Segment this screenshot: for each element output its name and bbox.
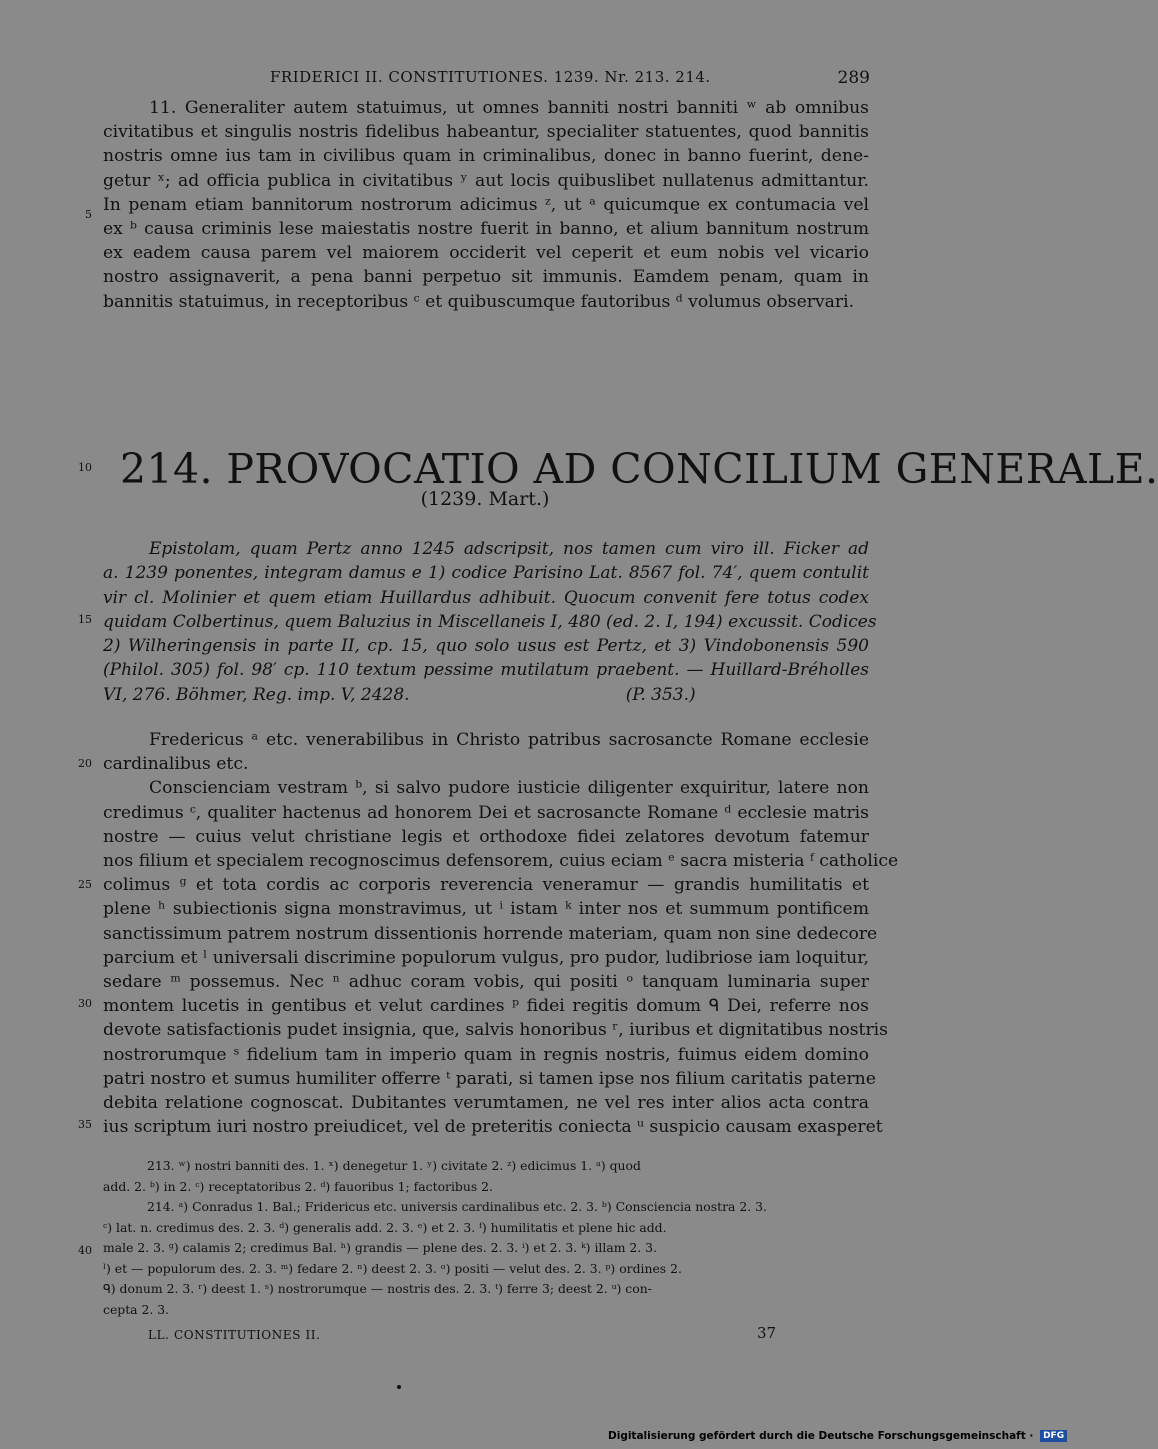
line-number: 10 [78, 461, 92, 474]
text-line: Fredericus ᵃ etc. venerabilibus in Christo patribus sacrosancte Romane ecclesie [149, 730, 869, 750]
text-line: ex eadem causa parem vel maiorem occiderit vel ceperit et eum nobis vel vicario [103, 243, 869, 264]
intro-line: VI, 276. Böhmer, Reg. imp. V, 2428. (P. 353.) [103, 684, 696, 705]
line-number: 25 [78, 878, 92, 891]
text-line: debita relatione cognoscat. Dubitantes verumtamen, ne vel res inter alios acta contra [103, 1093, 869, 1114]
footnote-line: ˡ) et — populorum des. 2. 3. ᵐ) fedare 2. ⁿ) deest 2. 3. ᵒ) positi — velut des. 2. 3. ᵖ) ordines 2. [103, 1260, 682, 1276]
line-number: 20 [78, 757, 92, 770]
section-date: (1239. Mart.) [420, 488, 550, 510]
footnote-line: cepta 2. 3. [103, 1301, 170, 1317]
text-line: nostro assignaverit, a pena banni perpetuo sit immunis. Eamdem penam, quam in [103, 267, 869, 288]
text-line: patri nostro et sumus humiliter offerre ᵗ parati, si tamen ipse nos filium caritatis paterne [103, 1068, 876, 1089]
dfg-logo-icon: DFG [1040, 1430, 1067, 1442]
editorial-intro [103, 537, 877, 707]
sheet-signature: 37 [757, 1324, 777, 1342]
footnotes [103, 1156, 869, 1320]
series-signature: LL. CONSTITUTIONES II. [148, 1328, 321, 1342]
section-214-text [103, 728, 899, 1139]
section-title: 214. PROVOCATIO AD CONCILIUM GENERALE. [120, 445, 1158, 493]
intro-line: 2) Wilheringensis in parte II, cp. 15, quo solo usus est Pertz, et 3) Vindobonensis 590 [103, 636, 869, 657]
section-213-text [103, 96, 869, 314]
text-line: cardinalibus etc. [103, 754, 249, 775]
line-number: 40 [78, 1244, 92, 1257]
funding-banner[interactable] [608, 1430, 1067, 1442]
intro-line: vir cl. Molinier et quem etiam Huillardus adhibuit. Quocum convenit fere totus codex [103, 587, 869, 608]
footnote-line: ᑫ) donum 2. 3. ʳ) deest 1. ˢ) nostrorumque — nostris des. 2. 3. ᵗ) ferre 3; deest 2. ᵘ) con- [103, 1281, 652, 1296]
footnote-line: male 2. 3. ᵍ) calamis 2; credimus Bal. ʰ) grandis — plene des. 2. 3. ⁱ) et 2. 3. ᵏ) illam 2. 3. [103, 1240, 658, 1255]
intro-line: quidam Colbertinus, quem Baluzius in Miscellaneis I, 480 (ed. 2. I, 194) excussit. Codices [103, 611, 877, 632]
text-line: sanctissimum patrem nostrum dissentionis horrende materiam, quam non sine dedecore [103, 923, 878, 944]
intro-line: a. 1239 ponentes, integram damus e 1) codice Parisino Lat. 8567 fol. 74′, quem contulit [103, 563, 869, 584]
text-line: colimus ᵍ et tota cordis ac corporis reverencia veneramur — grandis humilitatis et [103, 875, 869, 896]
line-number: 35 [78, 1118, 92, 1131]
text-line: nostre — cuius velut christiane legis et orthodoxe fidei zelatores devotum fatemur [103, 826, 869, 847]
footnote-line: 214. ᵃ) Conradus 1. Bal.; Fridericus etc. universis cardinalibus etc. 2. 3. ᵇ) Consciencia nostra 2. 3. [147, 1199, 767, 1214]
running-header [100, 68, 870, 92]
intro-line: (Philol. 305) fol. 98′ cp. 110 textum pessime mutilatum praebent. — Huillard-Bréholles [103, 660, 869, 681]
text-line: sedare ᵐ possemus. Nec ⁿ adhuc coram vobis, qui positi ᵒ tanquam luminaria super [103, 972, 869, 993]
text-line: 11. Generaliter autem statuimus, ut omnes banniti nostri banniti ʷ ab omnibus [149, 98, 869, 118]
line-number: 30 [78, 997, 92, 1010]
text-line: nostrorumque ˢ fidelium tam in imperio quam in regnis nostris, fuimus eidem domino [103, 1044, 869, 1065]
text-line: credimus ᶜ, qualiter hactenus ad honorem Dei et sacrosancte Romane ᵈ ecclesie matris [103, 802, 869, 823]
text-line: nos filium et specialem recognoscimus defensorem, cuius eciam ᵉ sacra misteria ᶠ catholice [103, 851, 899, 872]
text-line: bannitis statuimus, in receptoribus ᶜ et quibuscumque fautoribus ᵈ volumus observari. [103, 291, 855, 312]
text-line: getur ˣ; ad officia publica in civitatibus ʸ aut locis quibuslibet nullatenus admittantur. [103, 170, 869, 191]
footnote-line: add. 2. ᵇ) in 2. ᶜ) receptatoribus 2. ᵈ) fauoribus 1; factoribus 2. [103, 1178, 493, 1194]
separator: · [1025, 1430, 1038, 1442]
page-number: 289 [837, 68, 870, 88]
footnote-line: ᶜ) lat. n. credimus des. 2. 3. ᵈ) generalis add. 2. 3. ᵉ) et 2. 3. ᶠ) humilitatis et plene hic add. [103, 1219, 667, 1235]
printer-dot [397, 1385, 401, 1389]
text-line: Conscienciam vestram ᵇ, si salvo pudore iusticie diligenter exquiritur, latere non [149, 778, 869, 799]
line-number: 5 [85, 208, 92, 221]
text-line: civitatibus et singulis nostris fidelibus habeantur, specialiter statuentes, quod bannitis [103, 122, 869, 143]
intro-line: Epistolam, quam Pertz anno 1245 adscripsit, nos tamen cum viro ill. Ficker ad [149, 539, 869, 559]
text-line: ex ᵇ causa criminis lese maiestatis nostre fuerit in banno, et alium bannitum nostrum [103, 219, 869, 240]
text-line: plene ʰ subiectionis signa monstravimus, ut ⁱ istam ᵏ inter nos et summum pontificem [103, 899, 869, 920]
funding-note: Digitalisierung gefördert durch die Deutsche Forschungsgemeinschaft [608, 1430, 1026, 1442]
text-line: montem lucetis in gentibus et velut cardines ᵖ fidei regitis domum ᑫ Dei, referre nos [103, 996, 869, 1017]
text-line: In penam etiam bannitorum nostrorum adicimus ᶻ, ut ᵃ quicumque ex contumacia vel [103, 194, 869, 215]
text-line: nostris omne ius tam in civilibus quam in criminalibus, donec in banno fuerint, dene- [103, 146, 869, 167]
running-title: FRIDERICI II. CONSTITUTIONES. 1239. Nr. 213. 214. [270, 68, 711, 86]
line-number: 15 [78, 613, 92, 626]
text-line: ius scriptum iuri nostro preiudicet, vel de preteritis coniecta ᵘ suspicio causam exasperet [103, 1117, 883, 1138]
text-line: parcium et ˡ universali discrimine populorum vulgus, pro pudor, ludibriose iam loquitur, [103, 947, 869, 968]
footnote-line: 213. ʷ) nostri banniti des. 1. ˣ) denegetur 1. ʸ) civitate 2. ᶻ) edicimus 1. ᵃ) quod [147, 1158, 641, 1173]
text-line: devote satisfactionis pudet insignia, que, salvis honoribus ʳ, iuribus et dignitatibus nostris [103, 1020, 889, 1041]
